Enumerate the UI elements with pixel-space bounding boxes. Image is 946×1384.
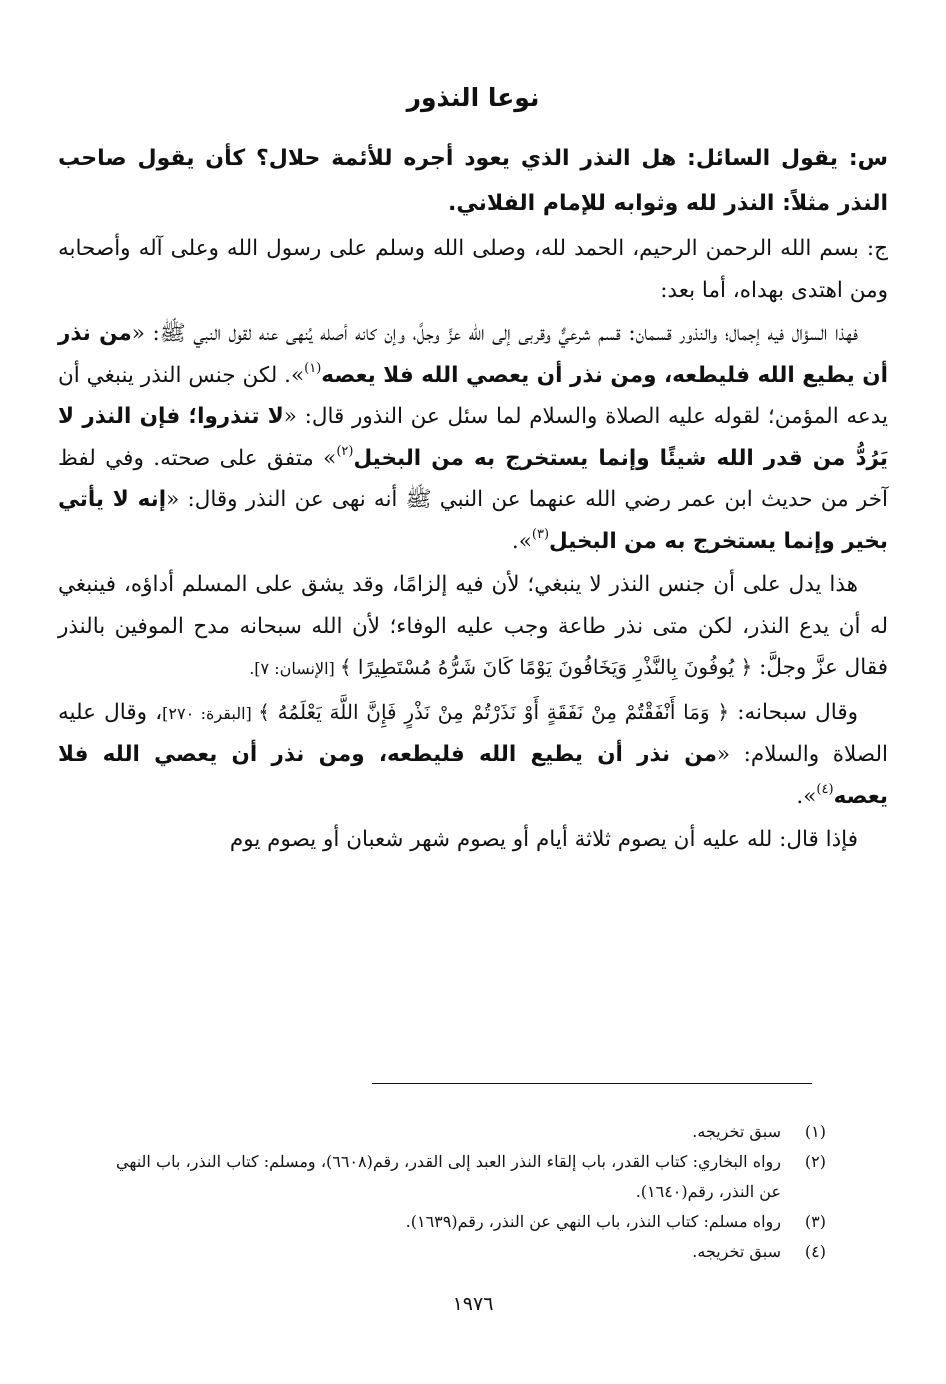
footnote-text: رواه البخاري: كتاب القدر، باب إلقاء النذر العبد إلى القدر، رقم(٦٦٠٨)، ومسلم: كتاب النذر، باب النهي عن النذر، رقم(١٦٤٠). (116, 1152, 782, 1201)
footnote-ref: (٤) (816, 781, 834, 797)
text-run: هذا يدل على أن جنس النذر لا ينبغي؛ لأن فيه إلزامًا، وقد يشق على المسلم أداؤه، فينبغي له أن يدع النذر، لكن متى نذر طاعة وجب عليه الوفاء؛ لأن الله سبحانه مدح الموفين بالنذر فقال عزَّ وجلَّ: (58, 572, 888, 680)
text-run: ، وقال عليه الصلاة والسلام: « (58, 699, 888, 767)
hadith-quote: من نذر أن يطيع الله فليطعه، ومن نذر أن يعصي الله فلا يعصه (58, 321, 888, 388)
footnote-text: سبق تخريجه. (692, 1242, 781, 1261)
answer-intro-paragraph: ج: بسم الله الرحمن الرحيم، الحمد لله، وصلى الله وسلم على رسول الله وعلى آله وأصحابه ومن اهتدى بهداه، أما بعد: (58, 236, 888, 303)
hadith-quote: لا تنذروا؛ فإن النذر لا يَرُدُّ من قدر الله شيئًا وإنما يستخرج به من البخيل (58, 404, 889, 471)
footnote-item (116, 1207, 826, 1237)
paragraph-continuation: فإذا قال: لله عليه أن يصوم ثلاثة أيام أو يصوم شهر شعبان أو يصوم يوم (229, 827, 858, 852)
text-run: ». (796, 783, 817, 809)
footnote-number: (٢) (804, 1152, 826, 1171)
text-run: ». (511, 528, 532, 554)
paragraph-second-verse (58, 692, 888, 818)
footnote-item (116, 1237, 826, 1267)
footnote-number: (١) (804, 1122, 826, 1141)
footnote-number: (٤) (804, 1242, 826, 1261)
text-run: وقال سبحانه: (729, 699, 859, 725)
footnote-item (116, 1147, 826, 1207)
footnote-text: سبق تخريجه. (692, 1122, 781, 1141)
footnotes (116, 1117, 826, 1267)
hadith-quote: إنه لا يأتي بخير وإنما يستخرج به من البخيل (58, 487, 888, 554)
footnote-ref: (٣) (531, 526, 550, 542)
text-run: فهذا السؤال فيه إجمال؛ والنذور قسمان: قسم شرعيٌّ وقربى إلى الله عزَّ وجلَّ، وإن كانه أصله يُنهى عنه لقول النبي ﷺ: « (131, 321, 859, 346)
footnote-ref: (١) (304, 360, 322, 376)
paragraph-obligation (58, 564, 888, 690)
quran-verse: ﴿ يُوفُونَ بِالنَّذْرِ وَيَخَافُونَ يَوْمًا كَانَ شَرُّهُ مُسْتَطِيرًا ﴾ (339, 655, 753, 679)
section-title: نوعا النذور (406, 83, 540, 112)
paragraph-two-types (58, 313, 888, 562)
footnote-item (116, 1117, 826, 1147)
footnote-ref: (٢) (336, 443, 354, 459)
quran-verse: ﴿ وَمَا أَنْفَقْتُمْ مِنْ نَفَقَةٍ أَوْ نَذَرْتُمْ مِنْ نَذْرٍ فَإِنَّ اللَّهَ يَعْلَمُهُ ﴾ (258, 699, 730, 724)
footnote-number: (٣) (804, 1212, 826, 1231)
text-run: ». لكن جنس النذر ينبغي أن يدعه المؤمن؛ لقوله عليه الصلاة والسلام لما سئل عن النذور قال: « (58, 362, 888, 429)
page-number: ١٩٧٦ (452, 1293, 494, 1315)
page-body (58, 78, 888, 863)
verse-reference: [البقرة: ٢٧٠] (162, 703, 259, 723)
hadith-quote: من نذر أن يطيع الله فليطعه، ومن نذر أن يعصي الله فلا يعصه (58, 742, 888, 809)
footnote-text: رواه مسلم: كتاب النذر، باب النهي عن النذر، رقم(١٦٣٩). (405, 1212, 781, 1231)
footnote-divider (372, 1083, 812, 1084)
question-paragraph: س: يقول السائل: هل النذر الذي يعود أجره للأئمة حلال؟ كأن يقول صاحب النذر مثلاً: النذر لله وثوابه للإمام الفلاني. (58, 146, 888, 216)
verse-reference: [الإنسان: ٧]. (249, 659, 340, 678)
text-run: » متفق على صحته. وفي لفظ آخر من حديث ابن عمر رضي الله عنهما عن النبي ﷺ أنه نهى عن النذر وقال: « (58, 445, 888, 512)
